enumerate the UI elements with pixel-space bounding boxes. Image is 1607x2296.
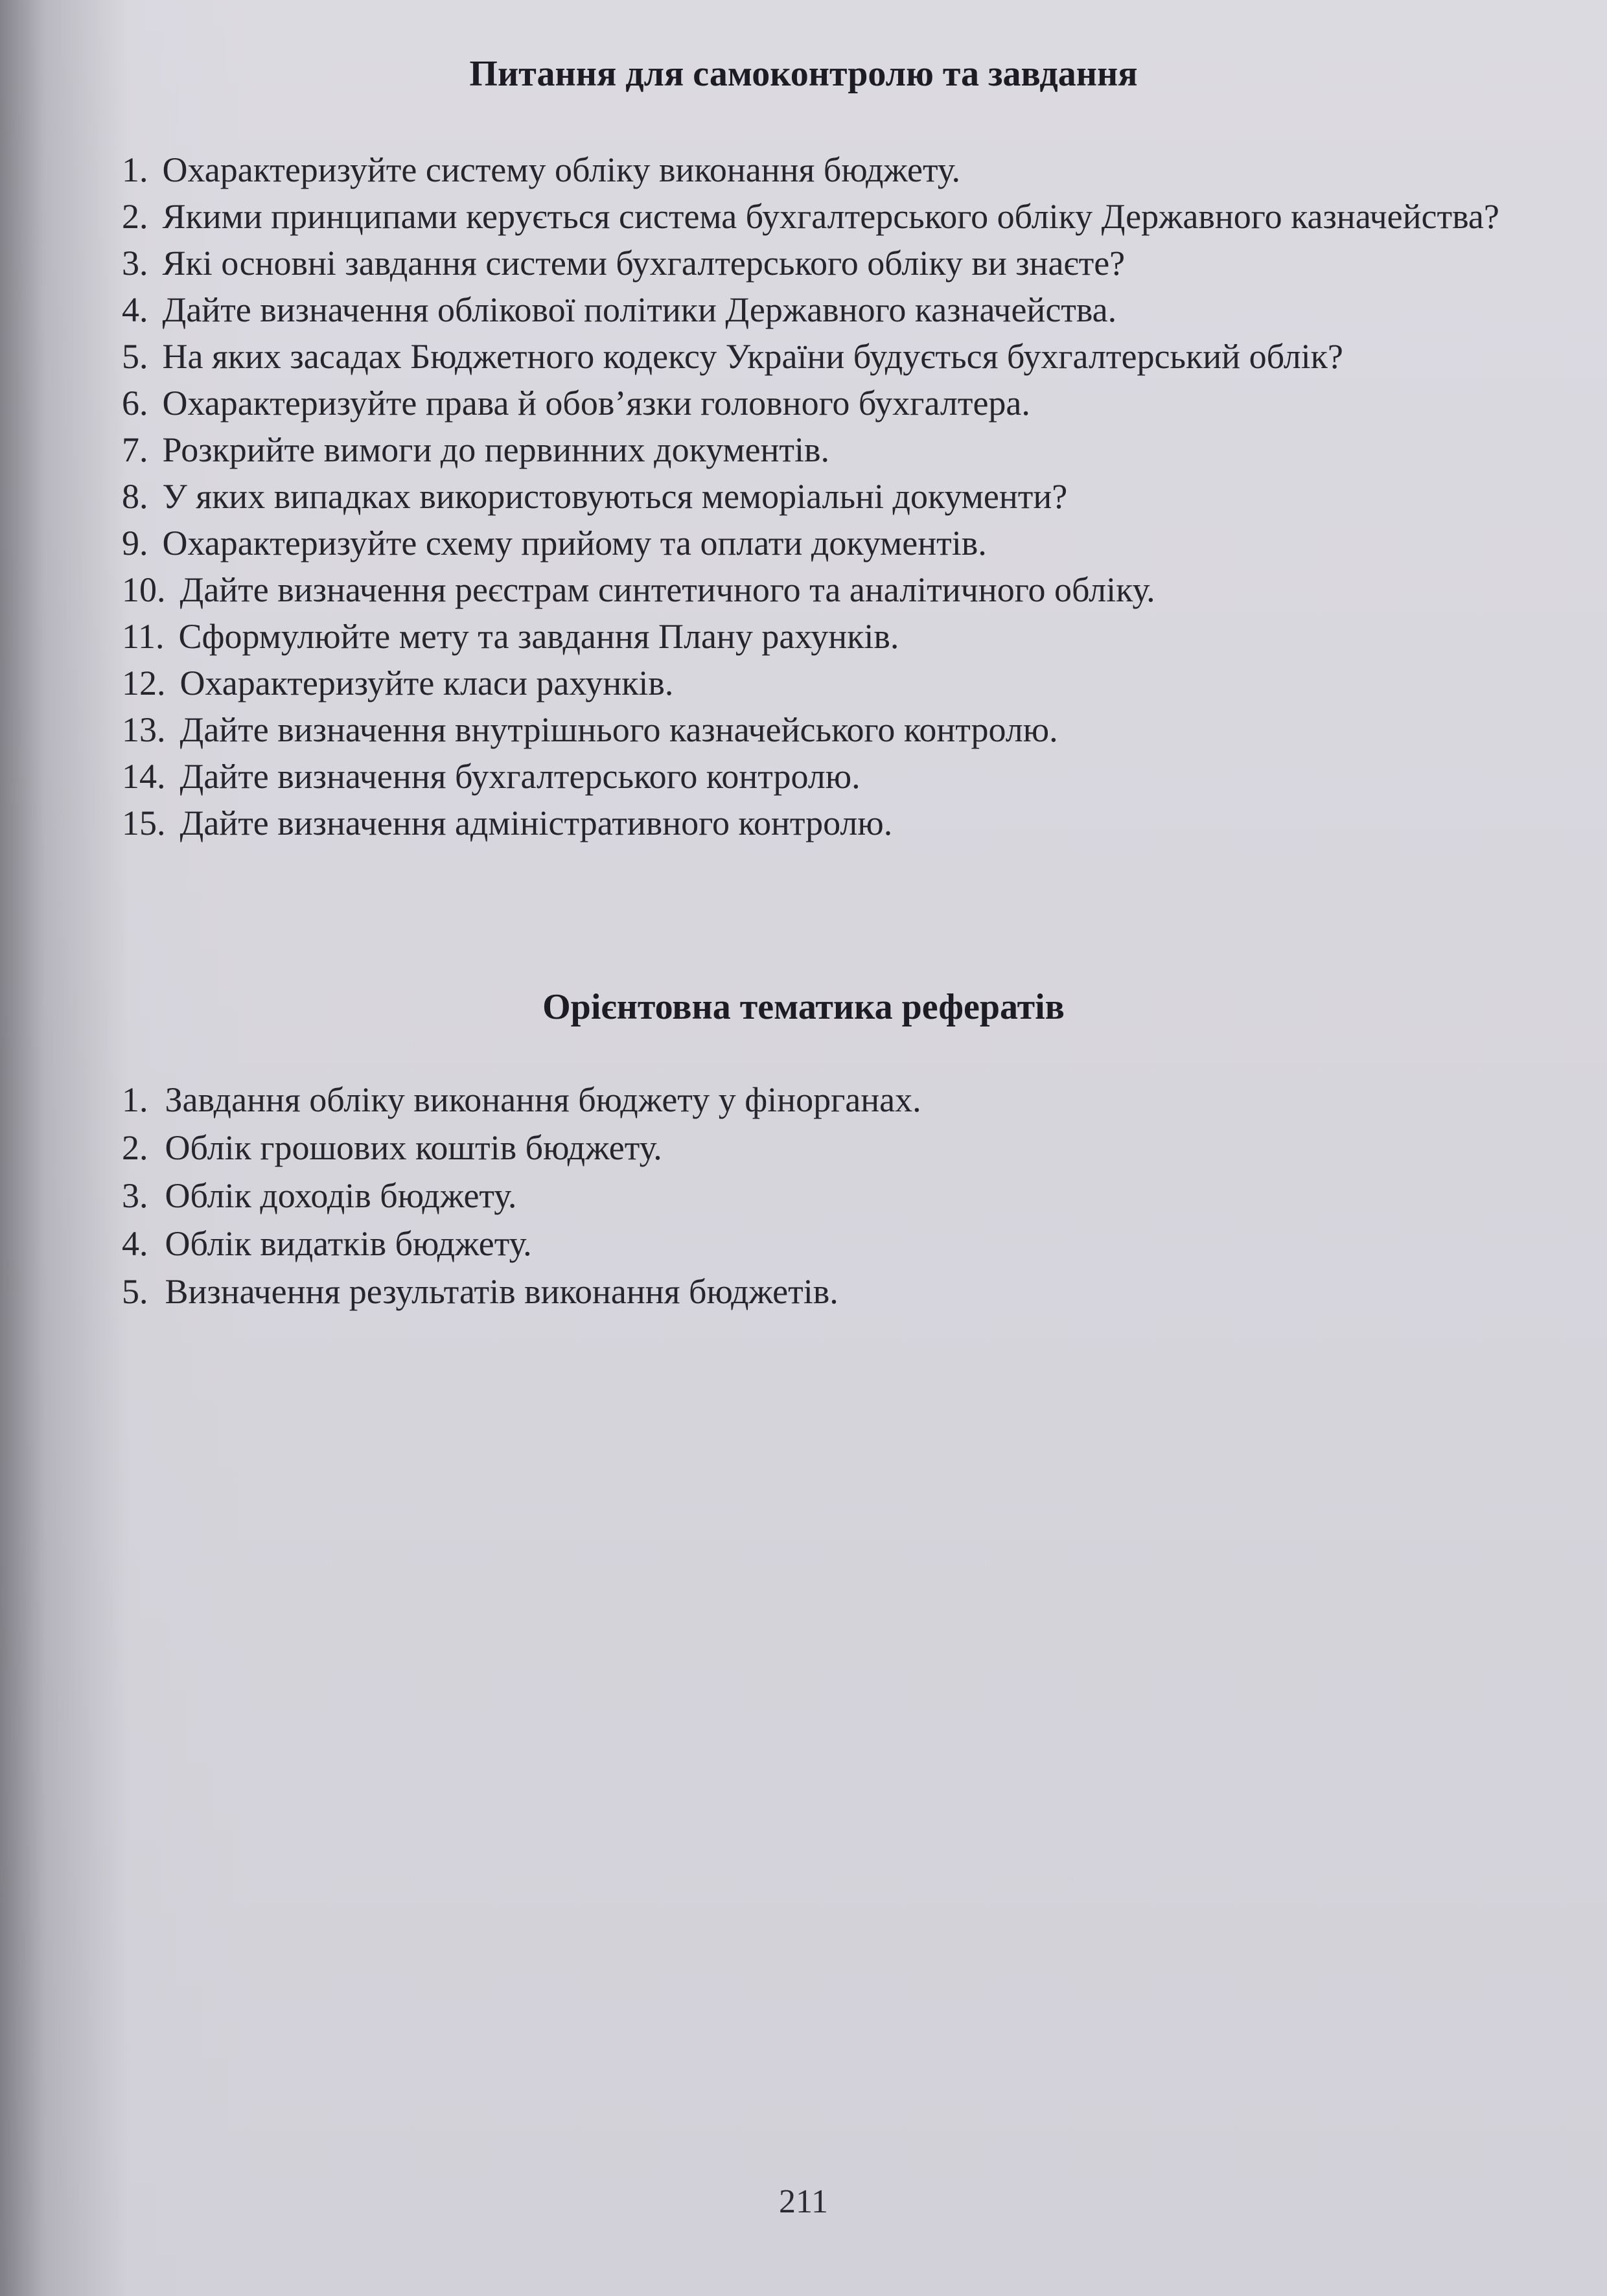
question-text: Сформулюйте мету та завдання Плану рахунків. <box>178 617 899 656</box>
report-topic-item <box>0 1268 1607 1316</box>
question-item <box>0 146 1607 193</box>
questions-section-title: Питання для самоконтролю та завдання <box>469 54 1138 94</box>
question-text: Якими принципами керується система бухгалтерського обліку Державного казначейства? <box>162 197 1499 236</box>
question-text: Охарактеризуйте систему обліку виконання бюджету. <box>162 150 960 189</box>
report-topic-number: 5. <box>122 1272 148 1311</box>
question-item <box>0 473 1607 520</box>
question-item <box>0 566 1607 613</box>
question-number: 11. <box>122 617 165 656</box>
question-item <box>0 613 1607 660</box>
page-number: 211 <box>778 2183 829 2220</box>
question-item <box>0 706 1607 753</box>
question-number: 8. <box>122 477 148 516</box>
question-item <box>0 753 1607 800</box>
question-item <box>0 240 1607 286</box>
report-topic-number: 4. <box>122 1224 148 1263</box>
question-text: Дайте визначення внутрішнього казначейського контролю. <box>179 710 1058 749</box>
question-number: 2. <box>122 197 148 236</box>
report-topic-item <box>0 1220 1607 1268</box>
question-number: 12. <box>122 664 166 702</box>
question-text: У яких випадках використовуються меморіальні документи? <box>162 477 1068 516</box>
question-number: 3. <box>122 244 148 283</box>
question-number: 10. <box>122 570 166 609</box>
question-number: 5. <box>122 337 148 376</box>
question-text: Які основні завдання системи бухгалтерського обліку ви знаєте? <box>162 244 1126 283</box>
report-topic-number: 3. <box>122 1176 148 1215</box>
question-number: 9. <box>122 524 148 562</box>
question-item <box>0 286 1607 333</box>
question-number: 7. <box>122 430 148 469</box>
question-item <box>0 660 1607 706</box>
question-text: Дайте визначення облікової політики Державного казначейства. <box>162 290 1117 329</box>
report-topic-text: Завдання обліку виконання бюджету у фінорганах. <box>165 1080 921 1119</box>
question-text: Дайте визначення реєстрам синтетичного та аналітичного обліку. <box>179 570 1155 609</box>
question-item <box>0 333 1607 380</box>
questions-list <box>0 146 1607 846</box>
question-number: 1. <box>122 150 148 189</box>
question-number: 14. <box>122 757 166 796</box>
question-item <box>0 520 1607 566</box>
question-text: Розкрийте вимоги до первинних документів. <box>162 430 830 469</box>
question-item <box>0 426 1607 473</box>
question-number: 13. <box>122 710 166 749</box>
report-topic-item <box>0 1076 1607 1124</box>
report-topic-item <box>0 1172 1607 1220</box>
reports-section-title: Орієнтовна тематика рефератів <box>542 987 1065 1027</box>
report-topic-text: Облік видатків бюджету. <box>165 1224 532 1263</box>
report-topic-text: Визначення результатів виконання бюджетів. <box>165 1272 838 1311</box>
report-topic-item <box>0 1124 1607 1172</box>
question-number: 4. <box>122 290 148 329</box>
report-topic-text: Облік доходів бюджету. <box>165 1176 517 1215</box>
question-text: Охарактеризуйте схему прийому та оплати документів. <box>162 524 987 562</box>
question-text: Дайте визначення адміністративного контролю. <box>179 804 893 842</box>
report-topic-text: Облік грошових коштів бюджету. <box>165 1128 662 1167</box>
question-number: 15. <box>122 804 166 842</box>
question-item <box>0 193 1607 240</box>
question-item <box>0 800 1607 846</box>
question-text: На яких засадах Бюджетного кодексу України будується бухгалтерський облік? <box>162 337 1343 376</box>
report-topic-number: 1. <box>122 1080 148 1119</box>
question-text: Дайте визначення бухгалтерського контролю. <box>179 757 861 796</box>
question-text: Охарактеризуйте класи рахунків. <box>179 664 674 702</box>
question-number: 6. <box>122 384 148 423</box>
question-item <box>0 380 1607 426</box>
report-topic-number: 2. <box>122 1128 148 1167</box>
question-text: Охарактеризуйте права й обов’язки головного бухгалтера. <box>162 384 1030 423</box>
reports-list <box>0 1076 1607 1316</box>
